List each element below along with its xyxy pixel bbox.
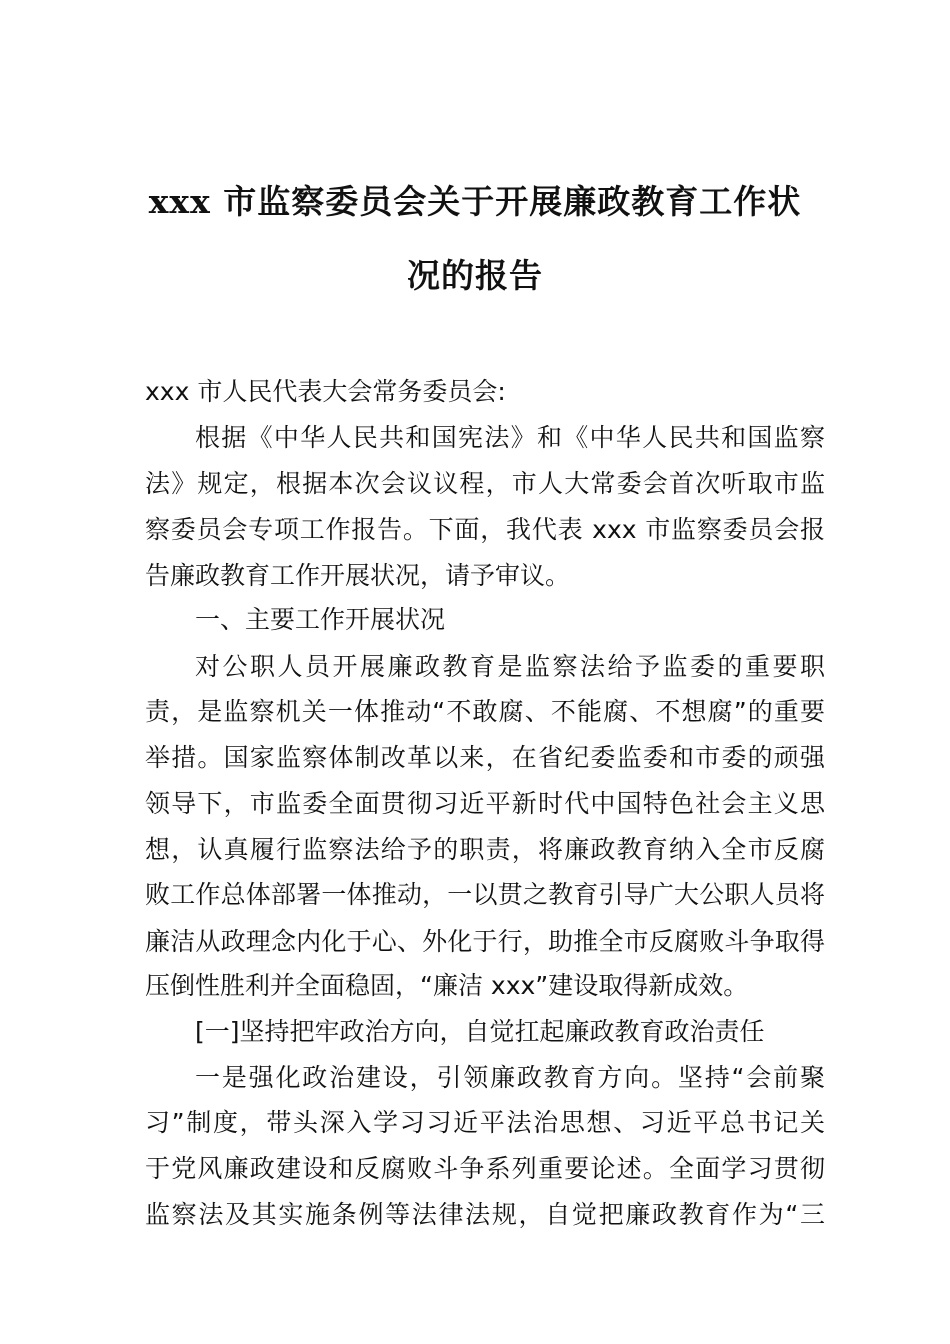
paragraph-line: 想，认真履行监察法给予的职责，将廉政教育纳入全市反腐 bbox=[145, 835, 825, 864]
paragraph-line: 监察法及其实施条例等法律法规，自觉把廉政教育作为“三 bbox=[145, 1200, 825, 1229]
paragraph-line: 败工作总体部署一体推动，一以贯之教育引导广大公职人员将 bbox=[145, 880, 825, 909]
document-title-line-2: 况的报告 bbox=[407, 256, 543, 295]
paragraph-line: 责，是监察机关一体推动“不敢腐、不能腐、不想腐”的重要 bbox=[145, 697, 825, 726]
paragraph-line: 压倒性胜利并全面稳固，“廉洁 xxx”建设取得新成效。 bbox=[145, 971, 749, 1000]
paragraph-line: 对公职人员开展廉政教育是监察法给予监委的重要职 bbox=[195, 652, 825, 681]
paragraph-line: 举措。国家监察体制改革以来，在省纪委监委和市委的顽强 bbox=[145, 743, 825, 772]
section-heading: 一、主要工作开展状况 bbox=[195, 605, 446, 634]
paragraph-line: 廉洁从政理念内化于心、外化于行，助推全市反腐败斗争取得 bbox=[145, 927, 825, 956]
paragraph-line: 告廉政教育工作开展状况，请予审议。 bbox=[145, 561, 571, 590]
paragraph-line: 习”制度，带头深入学习习近平法治思想、习近平总书记关 bbox=[145, 1108, 825, 1137]
subsection-heading: [一]坚持把牢政治方向，自觉扛起廉政教育政治责任 bbox=[195, 1017, 765, 1046]
paragraph-line: 领导下，市监委全面贯彻习近平新时代中国特色社会主义思 bbox=[145, 789, 825, 818]
paragraph-line: 一是强化政治建设，引领廉政教育方向。坚持“会前聚 bbox=[195, 1063, 825, 1092]
document-title-line-1: xxx 市监察委员会关于开展廉政教育工作状 bbox=[148, 182, 802, 221]
paragraph-line: 根据《中华人民共和国宪法》和《中华人民共和国监察 bbox=[195, 423, 825, 452]
paragraph-line: 于党风廉政建设和反腐败斗争系列重要论述。全面学习贯彻 bbox=[145, 1154, 825, 1183]
paragraph-line: 察委员会专项工作报告。下面，我代表 xxx 市监察委员会报 bbox=[145, 515, 825, 544]
salutation: xxx 市人民代表大会常务委员会: bbox=[145, 377, 506, 406]
paragraph-line: 法》规定，根据本次会议议程，市人大常委会首次听取市监 bbox=[145, 469, 825, 498]
